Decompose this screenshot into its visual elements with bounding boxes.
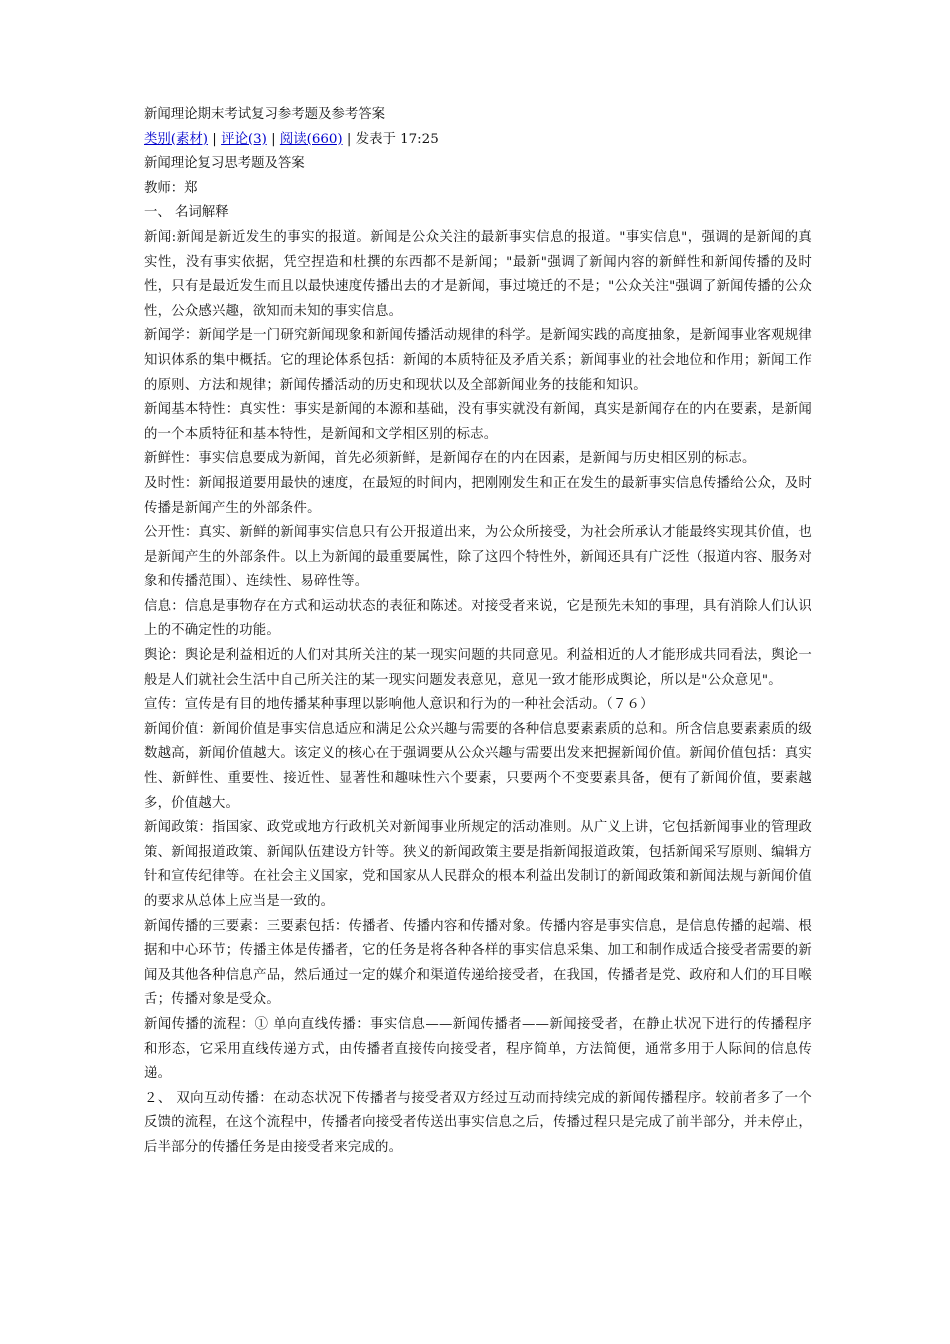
meta-separator: | [346,131,352,147]
post-meta [144,128,812,153]
paragraph-process-two-way: ２、 双向互动传播：在动态状况下传播者与接受者双方经过互动而持续完成的新闻传播程序。较前者多了一个反馈的流程，在这个流程中，传播者向接受者传送出事实信息之后，传播过程只是完成了前半部分，并未停止，后半部分的传播任务是由接受者来完成的。 [144,1090,812,1155]
paragraph-news: 新闻:新闻是新近发生的事实的报道。新闻是公众关注的最新事实信息的报道。"事实信息"，强调的是新闻的真实性，没有事实依据，凭空捏造和杜撰的东西都不是新闻；"最新"强调了新闻内容的新鲜性和新闻传播的及时性，只有是最近发生而且以最快速度传播出去的才是新闻，事过境迁的不是；"公众关注"强调了新闻传播的公众性，公众感兴趣，欲知而未知的事实信息。 [144,229,812,319]
document-page [144,103,812,1161]
posted-time: 发表于 17:25 [355,131,439,147]
section-heading: 一、 名词解释 [144,205,229,221]
paragraph-process-one-way: 新闻传播的流程：① 单向直线传播：事实信息——新闻传播者——新闻接受者，在静止状况下进行的传播程序和形态，它采用直线传递方式，由传播者直接传向接受者，程序简单，方法简便，通常多用于人际间的信息传递。 [144,1016,812,1082]
paragraph-authenticity: 新闻基本特性：真实性：事实是新闻的本源和基础，没有事实就没有新闻，真实是新闻存在的内在要素，是新闻的一个本质特征和基本特性，是新闻和文学相区别的标志。 [144,402,812,442]
reads-link[interactable]: 阅读(660) [279,131,343,147]
comments-link[interactable]: 评论(3) [221,131,267,147]
paragraph-propaganda: 宣传：宣传是有目的地传播某种事理以影响他人意识和行为的一种社会活动。（７６） [144,697,654,713]
paragraph-news-value: 新闻价值：新闻价值是事实信息适应和满足公众兴趣与需要的各种信息要素素质的总和。所含信息要素素质的级数越高，新闻价值越大。该定义的核心在于强调要从公众兴趣与需要出发来把握新闻价值。新闻价值包括：真实性、新鲜性、重要性、接近性、显著性和趣味性六个要素，只要两个不变要素具备，便有了新闻价值，要素越多，价值越大。 [144,721,812,811]
category-link[interactable]: 类别(素材) [144,131,209,147]
paragraph-news-policy: 新闻政策：指国家、政党或地方行政机关对新闻事业所规定的活动准则。从广义上讲，它包括新闻事业的管理政策、新闻报道政策、新闻队伍建设方针等。狭义的新闻政策主要是指新闻报道政策，包括新闻采写原则、编辑方针和宣传纪律等。在社会主义国家，党和国家从人民群众的根本利益出发制订的新闻政策和新闻法规与新闻价值的要求从总体上应当是一致的。 [144,820,812,909]
teacher-line: 教师：郑 [144,180,198,196]
document-title: 新闻理论期末考试复习参考题及参考答案 [144,107,386,122]
paragraph-journalism: 新闻学：新闻学是一门研究新闻现象和新闻传播活动规律的科学。是新闻实践的高度抽象，是新闻事业客观规律知识体系的集中概括。它的理论体系包括：新闻的本质特征及矛盾关系；新闻事业的社会地位和作用；新闻工作的原则、方法和规律；新闻传播活动的历史和现状以及全部新闻业务的技能和知识。 [144,328,812,393]
paragraph-openness: 公开性：真实、新鲜的新闻事实信息只有公开报道出来，为公众所接受，为社会所承认才能最终实现其价值，也是新闻产生的外部条件。以上为新闻的最重要属性，除了这四个特性外，新闻还具有广泛性（报道内容、服务对象和传播范围）、连续性、易碎性等。 [144,525,812,590]
paragraph-public-opinion: 舆论：舆论是利益相近的人们对其所关注的某一现实问题的共同意见。利益相近的人才能形成共同看法，舆论一般是人们就社会生活中自己所关注的某一现实问题发表意见，意见一致才能形成舆论，所以是"公众意见"。 [144,648,812,688]
paragraph-timeliness: 及时性：新闻报道要用最快的速度，在最短的时间内，把刚刚发生和正在发生的最新事实信息传播给公众，及时传播是新闻产生的外部条件。 [144,475,812,516]
meta-separator: | [271,131,276,147]
document-subtitle: 新闻理论复习思考题及答案 [144,156,305,172]
paragraph-freshness: 新鲜性：事实信息要成为新闻，首先必须新鲜，是新闻存在的内在因素，是新闻与历史相区别的标志。 [144,451,756,467]
meta-separator: | [212,131,217,147]
paragraph-information: 信息：信息是事物存在方式和运动状态的表征和陈述。对接受者来说，它是预先未知的事理，具有消除人们认识上的不确定性的功能。 [144,598,812,639]
paragraph-three-elements: 新闻传播的三要素：三要素包括：传播者、传播内容和传播对象。传播内容是事实信息，是信息传播的起端、根据和中心环节；传播主体是传播者，它的任务是将各种各样的事实信息采集、加工和制作成适合接受者需要的新闻及其他各种信息产品，然后通过一定的媒介和渠道传递给接受者，在我国，传播者是党、政府和人们的耳目喉舌；传播对象是受众。 [144,918,812,1008]
